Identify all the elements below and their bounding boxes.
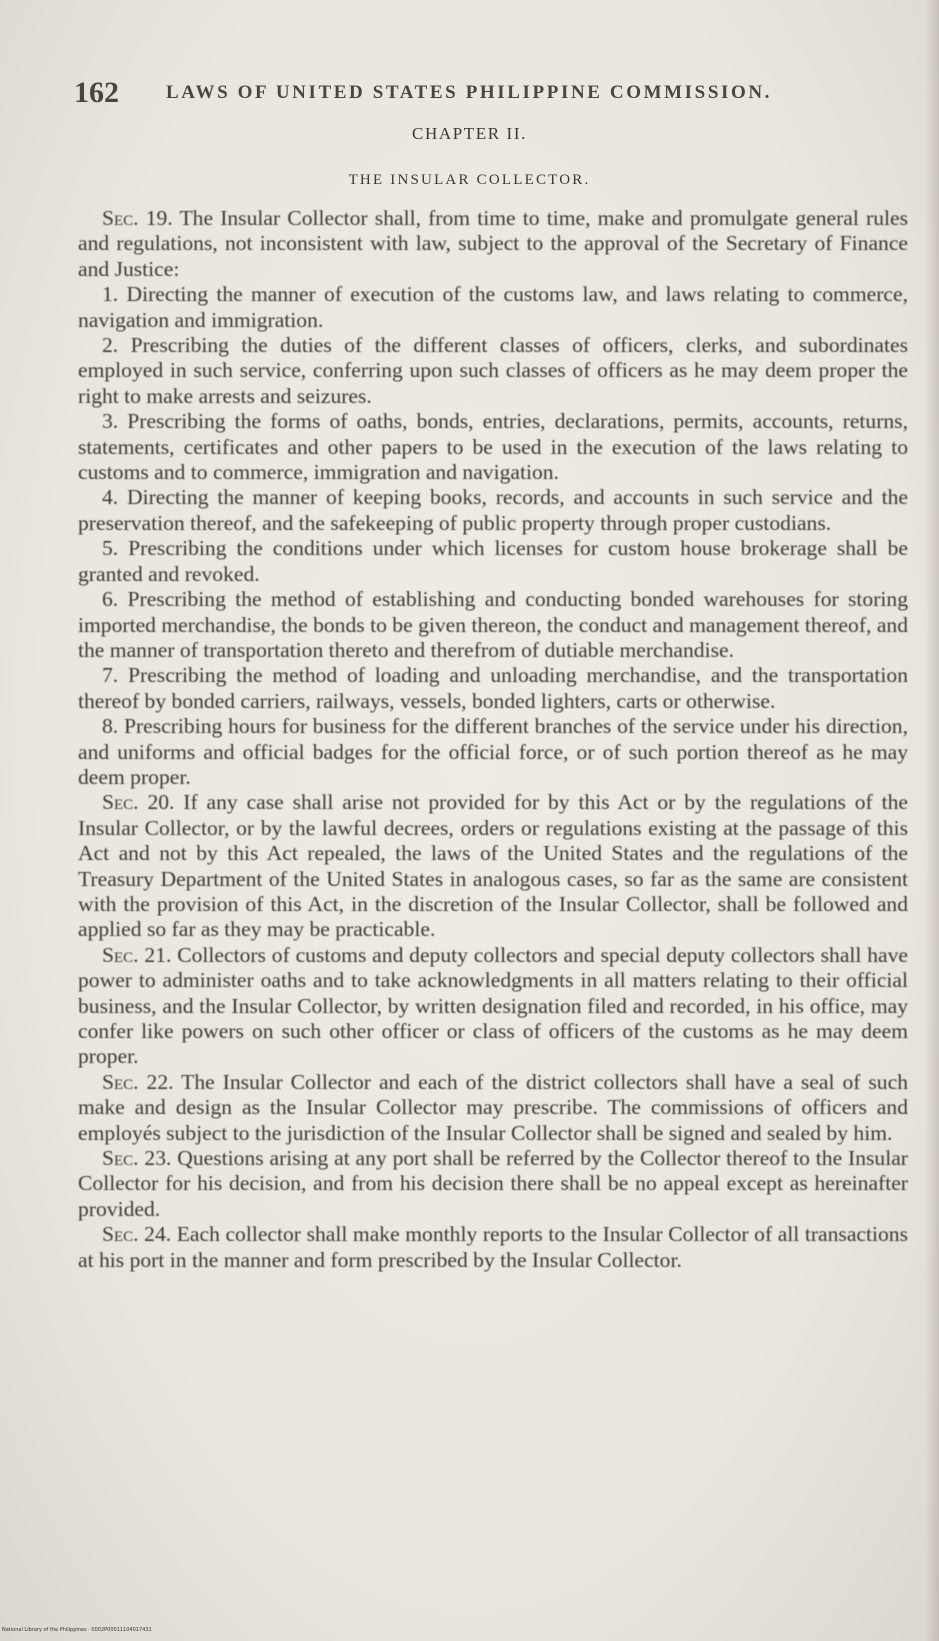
page-header xyxy=(74,76,834,112)
paragraph-item-7 xyxy=(78,663,908,714)
paragraph-sec-19 xyxy=(78,206,908,282)
paragraph-item-3 xyxy=(78,409,908,485)
section-lead: Sec. 24. xyxy=(102,1222,172,1247)
paragraph-text: 1. Directing the manner of execution of the customs law, and laws relating to commerce, navigation and immigration. xyxy=(78,282,908,332)
paragraph-sec-23 xyxy=(78,1146,908,1222)
paragraph-text: The Insular Collector shall, from time to time, make and promulgate general rules and regulations, not inconsistent with law, subject to the approval of the Secretary of Finance and Justice: xyxy=(78,206,908,281)
paragraph-text: If any case shall arise not provided for by this Act or by the regulations of the Insular Collector, or by the lawful decrees, orders or regulations existing at the passage of this Act and not by this Act repealed, the laws of the United States and the regulations of the Treasury Department of the United States in analogous cases, so far as the same are consistent with the provision of this Act, in the discretion of the Insular Collector, shall be followed and applied so far as they may be practicable. xyxy=(78,790,908,942)
section-lead: Sec. 22. xyxy=(102,1069,174,1094)
paragraph-text: 8. Prescribing hours for business for the different branches of the service under his direction, and uniforms and official badges for the official force, or of such portion thereof as he may deem proper. xyxy=(78,714,908,789)
section-lead: Sec. 23. xyxy=(102,1146,172,1171)
paragraph-text: Questions arising at any port shall be referred by the Collector thereof to the Insular Collector for his decision, and from his decision there shall be no appeal except as hereinafter provided. xyxy=(78,1146,908,1221)
scan-credit: National Library of the Philippines · 0002P00011104017431 xyxy=(2,1627,152,1633)
paragraph-text: 2. Prescribing the duties of the different classes of officers, clerks, and subordinates employed in such service, conferring upon such classes of officers as he may deem proper the right to make arrests and seizures. xyxy=(78,333,908,408)
section-lead: Sec. 19. xyxy=(102,206,173,230)
section-lead: Sec. 20. xyxy=(102,790,175,815)
section-title: THE INSULAR COLLECTOR. xyxy=(348,172,591,188)
paragraph-item-6 xyxy=(78,587,908,663)
paragraph-text: Collectors of customs and deputy collectors and special deputy collectors shall have power to administer oaths and to take acknowledgments in all matters relating to their official business, and the Insular Collector, by written designation filed and recorded, in his office, may confer like powers on such other officer or class of officers of the customs as he may deem proper. xyxy=(78,942,908,1069)
paragraph-item-1 xyxy=(78,282,908,333)
paragraph-sec-21 xyxy=(78,943,908,1070)
paragraph-text: 6. Prescribing the method of establishing and conducting bonded warehouses for storing imported merchandise, the bonds to be given thereon, the conduct and management thereof, and the manner of transportation thereto and therefrom of dutiable merchandise. xyxy=(78,587,908,662)
paragraph-sec-24 xyxy=(78,1222,908,1273)
chapter-title: CHAPTER II. xyxy=(412,124,527,143)
page-edge-shadow xyxy=(925,0,939,1641)
paragraph-text: The Insular Collector and each of the district collectors shall have a seal of such make and design as the Insular Collector may prescribe. The commissions of officers and employés subject to the jurisdiction of the Insular Collector shall be signed and sealed by him. xyxy=(78,1069,908,1145)
paragraph-text: 3. Prescribing the forms of oaths, bonds, entries, declarations, permits, accounts, returns, statements, certificates and other papers to be used in the execution of the laws relating to customs and to commerce, immigration and navigation. xyxy=(78,409,908,485)
paragraph-item-8 xyxy=(78,714,908,790)
paragraph-sec-22 xyxy=(78,1070,908,1146)
paragraph-item-5 xyxy=(78,536,908,587)
paragraph-text: 7. Prescribing the method of loading and unloading merchandise, and the transportation thereof by bonded carriers, railways, vessels, bonded lighters, carts or otherwise. xyxy=(78,663,908,713)
running-title: LAWS OF UNITED STATES PHILIPPINE COMMISSION. xyxy=(166,82,773,103)
paragraph-item-2 xyxy=(78,333,908,409)
paragraph-text: 5. Prescribing the conditions under which licenses for custom house brokerage shall be granted and revoked. xyxy=(78,536,908,586)
section-lead: Sec. 21. xyxy=(102,942,172,967)
paragraph-item-4 xyxy=(78,485,908,536)
paragraph-text: 4. Directing the manner of keeping books, records, and accounts in such service and the preservation thereof, and the safekeeping of public property through proper custodians. xyxy=(78,485,908,535)
paragraph-sec-20 xyxy=(78,790,908,942)
paragraph-text: Each collector shall make monthly reports to the Insular Collector of all transactions at his port in the manner and form prescribed by the Insular Collector. xyxy=(78,1222,909,1272)
page-number: 162 xyxy=(74,76,119,109)
body-text xyxy=(78,206,908,1273)
